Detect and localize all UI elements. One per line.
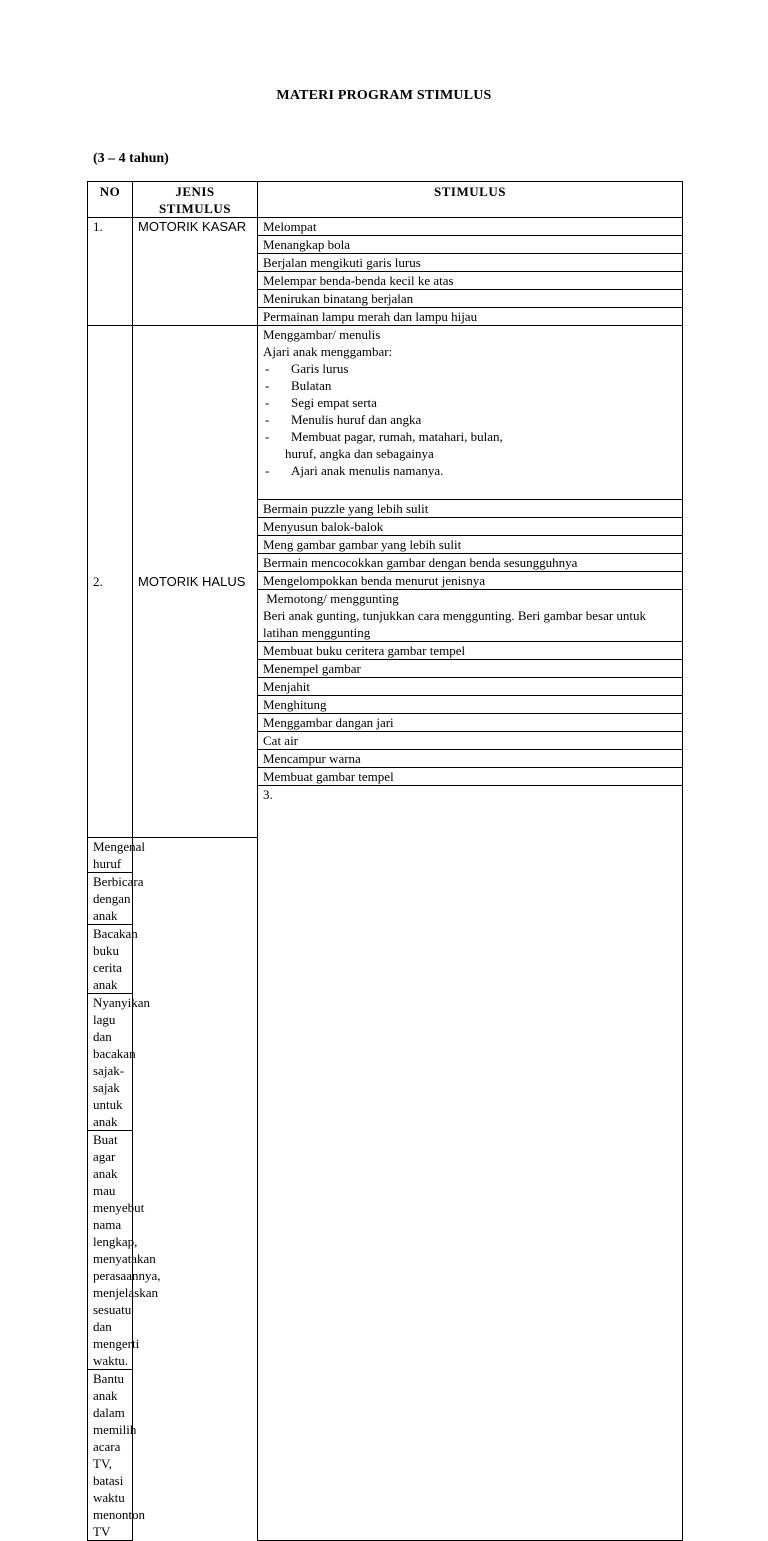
header-row [88, 182, 683, 218]
dash-bullet: - [265, 463, 270, 478]
block-heading: Memotong/ menggunting [263, 591, 399, 606]
bullet-item: - Bulatan [265, 378, 332, 393]
dash-bullet: - [265, 395, 270, 410]
stimulus-item: Mengelompokkan benda menurut jenisnya [258, 572, 683, 590]
stimulus-item: Menirukan binatang berjalan [258, 290, 683, 308]
dash-bullet: - [265, 378, 270, 393]
age-range: (3 – 4 tahun) [93, 151, 169, 166]
stimulus-item: Buat agar anak mau menyebut nama lengkap, menyatakan perasaannya, menjelaskan sesuatu dan mengerti waktu. [88, 1131, 133, 1370]
stimulus-item: Bermain puzzle yang lebih sulit [258, 500, 683, 518]
dash-bullet: - [265, 361, 270, 376]
table-row [88, 218, 683, 236]
block-heading: Menggambar/ menulis [263, 327, 381, 342]
bullet-item: - Segi empat serta [265, 395, 377, 410]
header-stimulus: STIMULUS [258, 182, 683, 218]
bullet-item: - Ajari anak menulis namanya. [265, 463, 444, 478]
header-jenis: JENIS STIMULUS [133, 182, 258, 218]
stimulus-item: Cat air [258, 732, 683, 750]
stimulus-item: Permainan lampu merah dan lampu hijau [258, 308, 683, 326]
block-text: Beri anak gunting, tunjukkan cara menggunting. Beri gambar besar untuk latihan menggunting [263, 608, 647, 640]
stimulus-item: Menyusun balok-balok [258, 518, 683, 536]
stimulus-table [87, 181, 683, 1541]
header-no: NO [88, 182, 133, 218]
row-number: 2. [88, 326, 133, 838]
stimulus-item: Mencampur warna [258, 750, 683, 768]
stimulus-item: Membuat gambar tempel [258, 768, 683, 786]
jenis-stimulus: MOTORIK HALUS [133, 326, 258, 838]
stimulus-item: Menggambar dangan jari [258, 714, 683, 732]
bullet-item: - Menulis huruf dan angka [265, 412, 422, 427]
stimulus-item: Melempar benda-benda kecil ke atas [258, 272, 683, 290]
stimulus-item: Menjahit [258, 678, 683, 696]
bullet-item: - Membuat pagar, rumah, matahari, bulan, [265, 429, 503, 444]
stimulus-item: Nyanyikan lagu dan bacakan sajak-sajak untuk anak [88, 994, 133, 1131]
stimulus-item: Menangkap bola [258, 236, 683, 254]
stimulus-item: Meng gambar gambar yang lebih sulit [258, 536, 683, 554]
stimulus-item: Bacakan buku cerita anak [88, 925, 133, 994]
stimulus-item: Berbicara dengan anak [88, 873, 133, 925]
jenis-stimulus: MOTORIK KASAR [133, 218, 258, 326]
page-title: MATERI PROGRAM STIMULUS [276, 88, 492, 103]
stimulus-item: Berjalan mengikuti garis lurus [258, 254, 683, 272]
bullet-item: - Garis lurus [265, 361, 349, 376]
row-number: 1. [88, 218, 133, 326]
stimulus-item: Melompat [258, 218, 683, 236]
stimulus-block-drawing [258, 326, 683, 500]
dash-bullet: - [265, 412, 270, 427]
stimulus-item: Menempel gambar [258, 660, 683, 678]
bullet-continuation: huruf, angka dan sebagainya [285, 446, 434, 461]
stimulus-item: Bermain mencocokkan gambar dengan benda sesungguhnya [258, 554, 683, 572]
block-intro: Ajari anak menggambar: [263, 344, 393, 359]
row-number: 3. [258, 786, 683, 1541]
stimulus-item: Membuat buku ceritera gambar tempel [258, 642, 683, 660]
stimulus-item: Mengenal huruf [88, 838, 133, 873]
dash-bullet: - [265, 429, 270, 444]
stimulus-item: Menghitung [258, 696, 683, 714]
stimulus-item: Bantu anak dalam memilih acara TV, batasi waktu menonton TV [88, 1370, 133, 1541]
stimulus-block-cutting [258, 590, 683, 642]
table-row [88, 326, 683, 500]
